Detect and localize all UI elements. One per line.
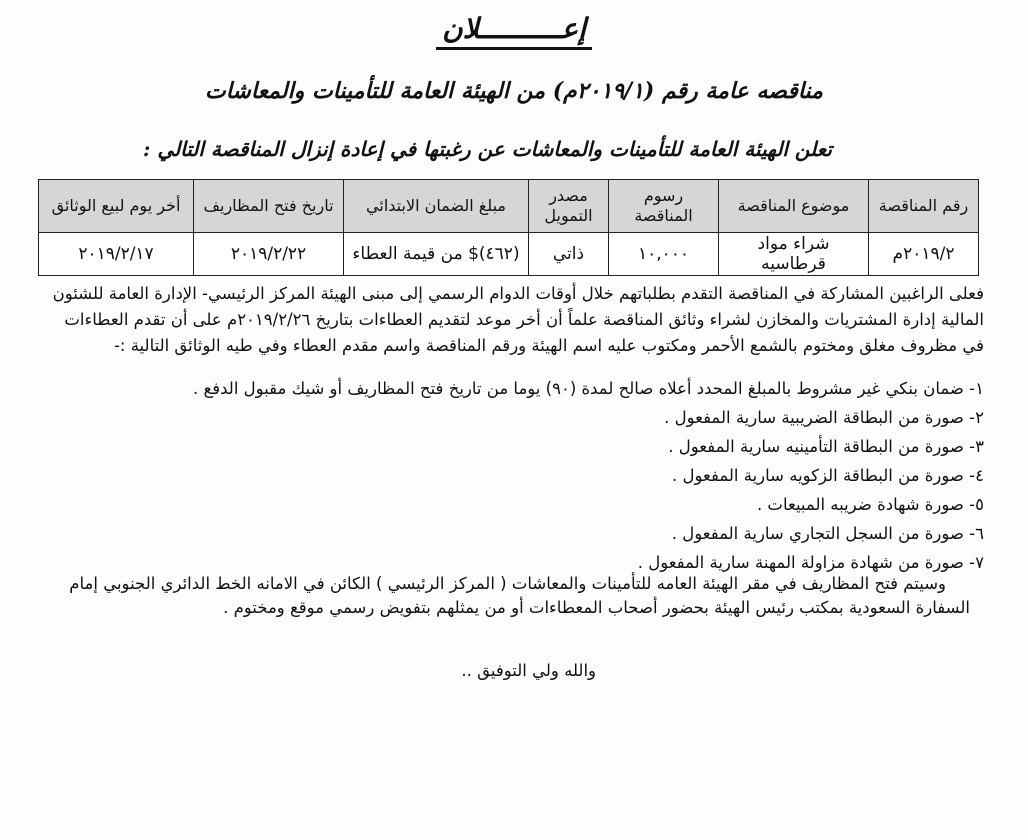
opening-location-paragraph [40,572,970,620]
header-tender-subject: موضوع المناقصة [719,180,869,233]
cell-tender-number: ٢٠١٩/٢م [869,233,979,276]
list-item: ٥- صورة شهادة ضريبه المبيعات . [756,495,984,514]
announcement-heading [0,12,1028,50]
list-item: ٢- صورة من البطاقة الضريبية سارية المفعول . [664,408,984,427]
tender-table-header-row [39,180,979,233]
tender-table-row [39,233,979,276]
closing-line: وسيتم فتح المظاريف في مقر الهيئة العامه للتأمينات والمعاشات ( المركز الرئيسي ) الكائن في الامانه الخط الدائري الجنوبي إمام [69,574,946,593]
instructions-line: فعلى الراغبين المشاركة في المناقصة التقدم بطلباتهم خلال أوقات الدوام الرسمي إلى مبنى الهيئة المركز الرئيسي- الإدارة العامة للشئون [52,284,984,303]
cell-opening-date: ٢٠١٩/٢/٢٢ [194,233,344,276]
cell-tender-fees: ١٠,٠٠٠ [609,233,719,276]
cell-last-sale-day: ٢٠١٩/٢/١٧ [39,233,194,276]
instructions-line: المالية إدارة المشتريات والمخازن لشراء وثائق المناقصة علماً أن أخر موعد لتقديم العطاءات بتاريخ ٢٠١٩/٢/٢٦م على أن تقدم العطاءات [64,310,984,329]
tender-intro: تعلن الهيئة العامة للتأمينات والمعاشات عن رغبتها في إعادة إنزال المناقصة التالي : [143,137,832,161]
list-item: ٣- صورة من البطاقة التأمينيه سارية المفعول . [668,437,984,456]
header-tender-number: رقم المناقصة [869,180,979,233]
cell-funding-source: ذاتي [529,233,609,276]
header-opening-date: تاريخ فتح المظاريف [194,180,344,233]
list-item: ٤- صورة من البطاقة الزكويه سارية المفعول . [672,466,984,485]
required-documents-list [40,374,984,577]
list-item: ١- ضمان بنكي غير مشروط بالمبلغ المحدد أعلاه صالح لمدة (٩٠) يوما من تاريخ فتح المظاريف أو شيك مقبول الدفع . [192,379,984,398]
header-last-sale-day: أخر يوم لبيع الوثائق [39,180,194,233]
announcement-heading-text: إعــــــــــلان [436,12,592,50]
tender-subtitle: مناقصه عامة رقم (٢٠١٩/١م) من الهيئة العامة للتأمينات والمعاشات [205,78,823,104]
closing-line: السفارة السعودية بمكتب رئيس الهيئة بحضور أصحاب المعطاءات أو من يمثلهم بتفويض رسمي موقع ومختوم . [223,598,970,617]
list-item: ٦- صورة من السجل التجاري سارية المفعول . [671,524,984,543]
list-item: ٧- صورة من شهادة مزاولة المهنة سارية المفعول . [637,553,984,572]
cell-initial-guarantee: (٤٦٢)$ من قيمة العطاء [344,233,529,276]
header-tender-fees: رسوم المناقصة [609,180,719,233]
instructions-line: في مظروف مغلق ومختوم بالشمع الأحمر ومكتوب عليه اسم الهيئة ورقم المناقصة واسم مقدم العطاء وفي طيه الوثائق التالية :- [113,336,984,355]
header-funding-source: مصدر التمويل [529,180,609,233]
header-initial-guarantee: مبلغ الضمان الابتدائي [344,180,529,233]
signoff: والله ولي التوفيق .. [461,661,596,680]
cell-tender-subject: شراء مواد قرطاسيه [719,233,869,276]
tender-table [38,179,979,276]
instructions-paragraph [24,281,984,359]
